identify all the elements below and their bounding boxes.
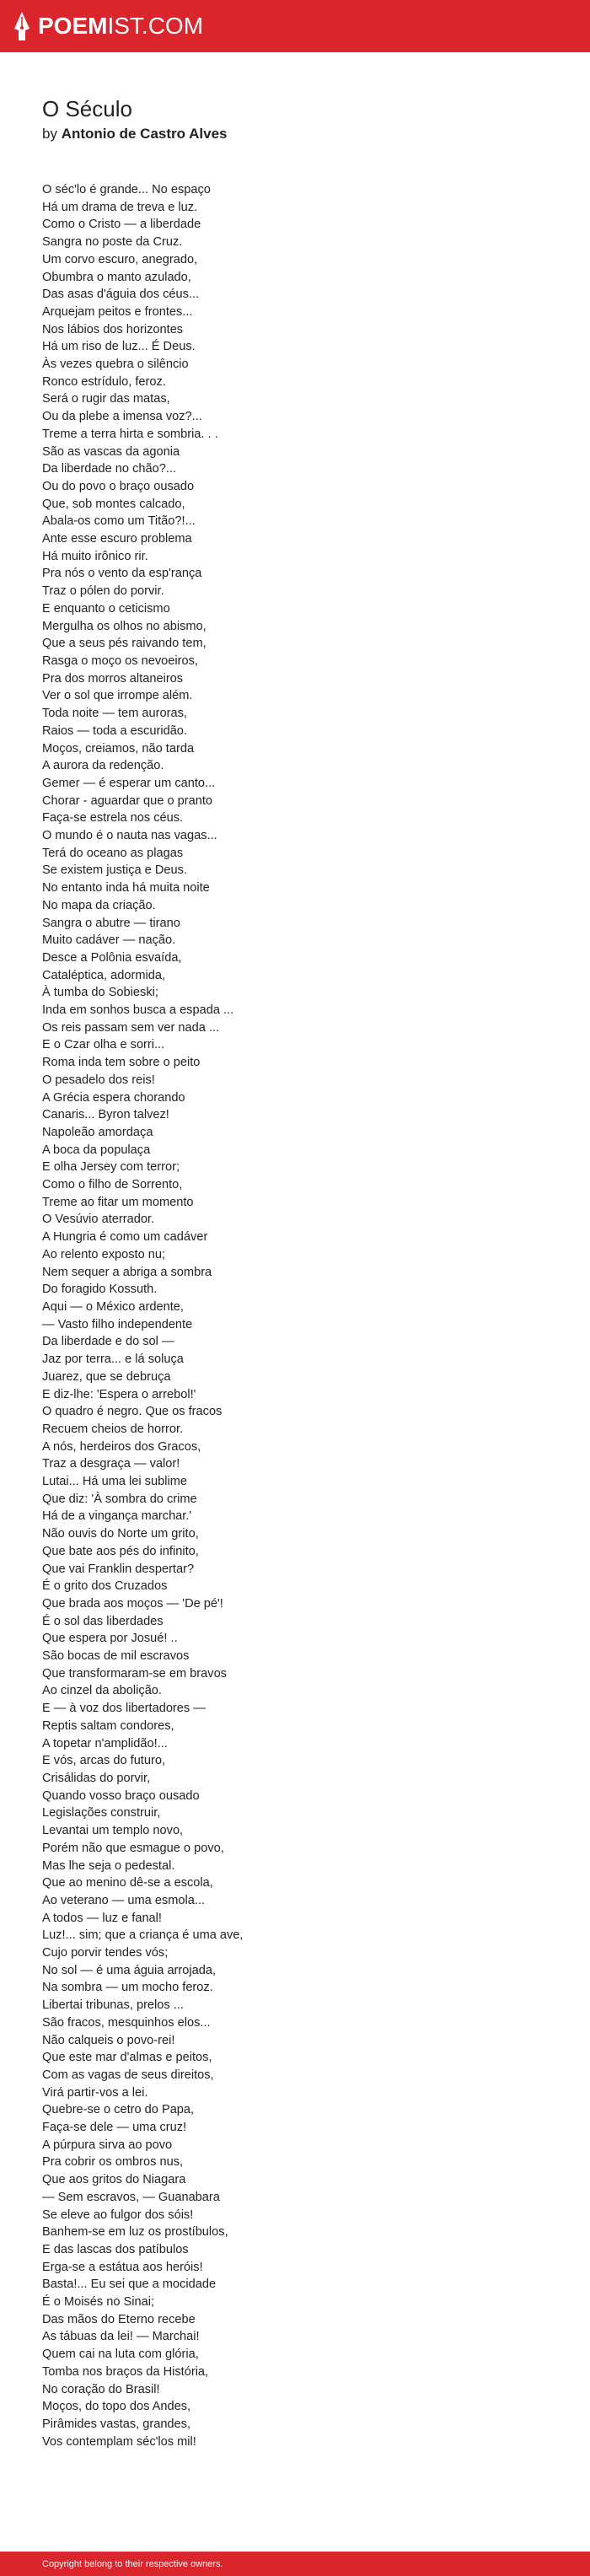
poem-line: Há muito irônico rir. bbox=[42, 549, 148, 563]
poem-line: Que diz: 'À sombra do crime bbox=[42, 1492, 197, 1506]
poem-line: Ver o sol que irrompe além. bbox=[42, 689, 193, 703]
poem-line: Há de a vingança marchar.' bbox=[42, 1509, 192, 1524]
poem-line: Mas lhe seja o pedestal. bbox=[42, 1858, 175, 1873]
poem-line: Que espera por Josué! .. bbox=[42, 1632, 178, 1646]
poem-line: Legislações construir, bbox=[42, 1806, 161, 1820]
poem-line: Arquejam peitos e frontes... bbox=[42, 304, 193, 319]
poem-line: São bocas de mil escravos bbox=[42, 1649, 190, 1664]
poem-line: Traz o pólen do porvir. bbox=[42, 584, 164, 599]
poem-line: Erga-se a estátua aos heróis! bbox=[42, 2260, 203, 2274]
poem-line: No entanto inda há muita noite bbox=[42, 881, 210, 895]
poem-line: Obumbra o manto azulado, bbox=[42, 270, 191, 284]
poem-line: Como o Cristo — a liberdade bbox=[42, 218, 201, 232]
poem-title: O Século bbox=[42, 96, 132, 121]
poem-line: A boca da populaça bbox=[42, 1143, 151, 1157]
poem-line: E — à voz dos libertadores — bbox=[42, 1702, 206, 1716]
poem-container bbox=[42, 94, 548, 2450]
poem-line: Da liberdade e do sol — bbox=[42, 1335, 174, 1349]
poem-line: Mergulha os olhos no abismo, bbox=[42, 619, 206, 633]
poem-line: — Sem escravos, — Guanabara bbox=[42, 2190, 220, 2204]
author-link[interactable]: Antonio de Castro Alves bbox=[61, 126, 228, 142]
poem-body bbox=[42, 181, 548, 2450]
poem-line: Na sombra — um mocho feroz. bbox=[42, 1981, 213, 1995]
poem-line: O séc'lo é grande... No espaço bbox=[42, 183, 211, 196]
poem-line: E olha Jersey com terror; bbox=[42, 1160, 180, 1175]
poem-line: Que bate aos pés do infinito, bbox=[42, 1544, 199, 1558]
poem-line: Cujo porvir tendes vós; bbox=[42, 1946, 169, 1960]
poem-line: Nem sequer a abriga a sombra bbox=[42, 1265, 212, 1279]
poem-line: Faça-se estrela nos céus. bbox=[42, 811, 184, 826]
poem-line: Como o filho de Sorrento, bbox=[42, 1178, 183, 1192]
poem-line: Basta!... Eu sei que a mocidade bbox=[42, 2278, 217, 2292]
poem-line: Napoleão amordaça bbox=[42, 1125, 153, 1139]
poem-line: Luz!... sim; que a criança é uma ave, bbox=[42, 1928, 244, 1943]
poem-line: E vós, arcas do futuro, bbox=[42, 1754, 166, 1768]
poem-line: Que vai Franklin despertar? bbox=[42, 1562, 195, 1576]
poem-line: São fracos, mesquinhos elos... bbox=[42, 2015, 211, 2030]
poem-line: — Vasto filho independente bbox=[42, 1317, 193, 1331]
poem-line: A aurora da redenção. bbox=[42, 759, 164, 773]
poem-line: Ou do povo o braço ousado bbox=[42, 479, 195, 493]
poem-line: Inda em sonhos busca a espada ... bbox=[42, 1003, 234, 1018]
poem-line: Nos lábios dos horizontes bbox=[42, 322, 184, 336]
poem-line: Porém não que esmague o povo, bbox=[42, 1841, 224, 1855]
poem-line: É o sol das liberdades bbox=[42, 1614, 164, 1628]
poem-line: Se existem justiça e Deus. bbox=[42, 863, 187, 878]
poem-line: Que transformaram-se em bravos bbox=[42, 1666, 227, 1681]
poem-line: Que ao menino dê-se a escola, bbox=[42, 1876, 213, 1890]
poem-line: Traz a desgraça — valor! bbox=[42, 1457, 180, 1471]
poem-line: A Grécia espera chorando bbox=[42, 1090, 185, 1105]
poem-line: Reptis saltam condores, bbox=[42, 1718, 174, 1733]
pen-nib-icon bbox=[13, 12, 31, 40]
logo-text-light: IST.COM bbox=[107, 13, 204, 39]
poem-line: À tumba do Sobieski; bbox=[42, 986, 158, 1000]
poem-line: Treme a terra hirta e sombria. . . bbox=[42, 427, 218, 441]
poem-line: Ao cinzel da abolição. bbox=[42, 1684, 162, 1698]
site-header bbox=[0, 0, 590, 52]
poem-line: O Vesúvio aterrador. bbox=[42, 1213, 155, 1227]
poem-line: Quem cai na luta com glória, bbox=[42, 2347, 199, 2362]
poem-line: E enquanto o ceticismo bbox=[42, 601, 170, 616]
poem-line: É o grito dos Cruzados bbox=[42, 1579, 168, 1594]
poem-line: Muito cadáver — nação. bbox=[42, 933, 176, 948]
poem-line: Lutai... Há uma lei sublime bbox=[42, 1475, 187, 1489]
poem-line: As tábuas da lei! — Marchai! bbox=[42, 2330, 200, 2344]
site-footer bbox=[0, 2552, 590, 2576]
poem-line: Tomba nos braços da História, bbox=[42, 2364, 209, 2379]
poem-line: Roma inda tem sobre o peito bbox=[42, 1056, 201, 1070]
poem-line: A nós, herdeiros dos Gracos, bbox=[42, 1439, 201, 1454]
poem-line: E das lascas dos patíbulos bbox=[42, 2242, 189, 2256]
poem-line: E diz-lhe: 'Espera o arrebol!' bbox=[42, 1387, 196, 1401]
poem-line: Há um drama de treva e luz. bbox=[42, 200, 198, 214]
poem-line: Ronco estrídulo, feroz. bbox=[42, 374, 166, 389]
byline bbox=[42, 124, 548, 144]
poem-line: Se eleve ao fulgor dos sóis! bbox=[42, 2208, 194, 2222]
poem-line: O pesadelo dos reis! bbox=[42, 1073, 155, 1087]
footer-copyright: Copyright belong to their respective owners. bbox=[42, 2559, 223, 2569]
poem-line: Moços, creiamos, não tarda bbox=[42, 741, 195, 756]
poem-line: A Hungria é como um cadáver bbox=[42, 1230, 208, 1245]
poem-line: Libertai tribunas, prelos ... bbox=[42, 1998, 184, 2013]
poem-line: Desce a Polônia esvaída, bbox=[42, 950, 182, 965]
poem-line: Não calqueis o povo-rei! bbox=[42, 2033, 175, 2047]
poem-line: Pra dos morros altaneiros bbox=[42, 671, 184, 686]
poem-line: Banhem-se em luz os prostíbulos, bbox=[42, 2225, 228, 2240]
poem-line: Canaris... Byron talvez! bbox=[42, 1108, 169, 1122]
poem-line: Rasga o moço os nevoeiros, bbox=[42, 653, 198, 668]
poem-line: Quando vosso braço ousado bbox=[42, 1788, 200, 1803]
poem-line: Que brada aos moços — 'De pé'! bbox=[42, 1596, 223, 1611]
poem-line: Ou da plebe a imensa voz?... bbox=[42, 410, 202, 424]
poem-line: Pra nós o vento da esp'rança bbox=[42, 567, 202, 581]
poem-line: Pirâmides vastas, grandes, bbox=[42, 2417, 191, 2431]
poem-line: Quebre-se o cetro do Papa, bbox=[42, 2103, 195, 2117]
poem-line: Das asas d'águia dos céus... bbox=[42, 288, 200, 302]
poem-line: Ao veterano — uma esmola... bbox=[42, 1893, 206, 1907]
poem-line: No sol — é uma águia arrojada, bbox=[42, 1963, 217, 1977]
poem-line: Que, sob montes calcado, bbox=[42, 497, 185, 511]
poem-line: Levantai um templo novo, bbox=[42, 1824, 184, 1838]
poem-line: Virá partir-vos a lei. bbox=[42, 2085, 148, 2100]
poem-line: Chorar - aguardar que o pranto bbox=[42, 793, 213, 808]
poem-line: Cataléptica, adormida, bbox=[42, 968, 166, 982]
logo-text bbox=[38, 10, 203, 42]
poem-line: Os reis passam sem ver nada ... bbox=[42, 1020, 220, 1035]
poem-line: Sangra o abutre — tirano bbox=[42, 916, 180, 930]
poem-line: Vos contemplam séc'los mil! bbox=[42, 2434, 196, 2449]
poem-line: Moços, do topo dos Andes, bbox=[42, 2400, 191, 2414]
byline-prefix: by bbox=[42, 126, 57, 142]
poem-line: Não ouvis do Norte um grito, bbox=[42, 1527, 199, 1541]
poem-line: A topetar n'amplidão!... bbox=[42, 1736, 168, 1750]
poem-line: São as vascas da agonia bbox=[42, 444, 180, 459]
poem-line: Toda noite — tem auroras, bbox=[42, 707, 187, 721]
poem-line: Ao relento exposto nu; bbox=[42, 1247, 166, 1261]
poem-line: A todos — luz e fanal! bbox=[42, 1911, 162, 1925]
poem-line: É o Moisés no Sinai; bbox=[42, 2295, 155, 2310]
logo-text-bold: POEM bbox=[38, 13, 108, 39]
poem-line: Ante esse escuro problema bbox=[42, 532, 192, 546]
poem-line: Das mãos do Eterno recebe bbox=[42, 2312, 196, 2326]
poem-line: Será o rugir das matas, bbox=[42, 392, 170, 406]
poem-line: Há um riso de luz... É Deus. bbox=[42, 340, 196, 354]
poem-line: Treme ao fitar um momento bbox=[42, 1195, 194, 1209]
poem-line: A púrpura sirva ao povo bbox=[42, 2138, 173, 2152]
poem-line: Que este mar d'almas e peitos, bbox=[42, 2051, 212, 2065]
poem-line: Um corvo escuro, anegrado, bbox=[42, 252, 198, 266]
poem-line: Abala-os como um Titão?!... bbox=[42, 514, 196, 529]
poem-line: Juarez, que se debruça bbox=[42, 1369, 171, 1384]
poem-line: Às vezes quebra o silêncio bbox=[42, 358, 189, 372]
poem-line: Faça-se dele — uma cruz! bbox=[42, 2121, 187, 2135]
poem-line: No coração do Brasil! bbox=[42, 2382, 160, 2396]
poem-line: Raios — toda a escuridão. bbox=[42, 723, 187, 738]
poem-line: Crisálidas do porvir, bbox=[42, 1771, 151, 1785]
poem-line: Gemer — é esperar um canto... bbox=[42, 776, 216, 790]
poem-line: Pra cobrir os ombros nus, bbox=[42, 2155, 184, 2170]
poem-line: Sangra no poste da Cruz. bbox=[42, 235, 183, 250]
poem-line: Da liberdade no chão?... bbox=[42, 462, 177, 476]
poem-line: E o Czar olha e sorri... bbox=[42, 1038, 165, 1052]
poem-line: O quadro é negro. Que os fracos bbox=[42, 1405, 223, 1419]
site-logo[interactable] bbox=[13, 10, 203, 42]
poem-line: Aqui — o México ardente, bbox=[42, 1300, 184, 1314]
poem-line: Que a seus pés raivando tem, bbox=[42, 637, 206, 651]
poem-line: Jaz por terra... e lá soluça bbox=[42, 1353, 184, 1367]
poem-line: No mapa da criação. bbox=[42, 898, 156, 912]
poem-line: Recuem cheios de horror. bbox=[42, 1422, 184, 1436]
poem-line: Que aos gritos do Niagara bbox=[42, 2173, 186, 2187]
poem-line: O mundo é o nauta nas vagas... bbox=[42, 829, 217, 843]
poem-line: Terá do oceano as plagas bbox=[42, 846, 184, 860]
poem-line: Com as vagas de seus direitos, bbox=[42, 2068, 214, 2082]
poem-line: Do foragido Kossuth. bbox=[42, 1283, 158, 1297]
